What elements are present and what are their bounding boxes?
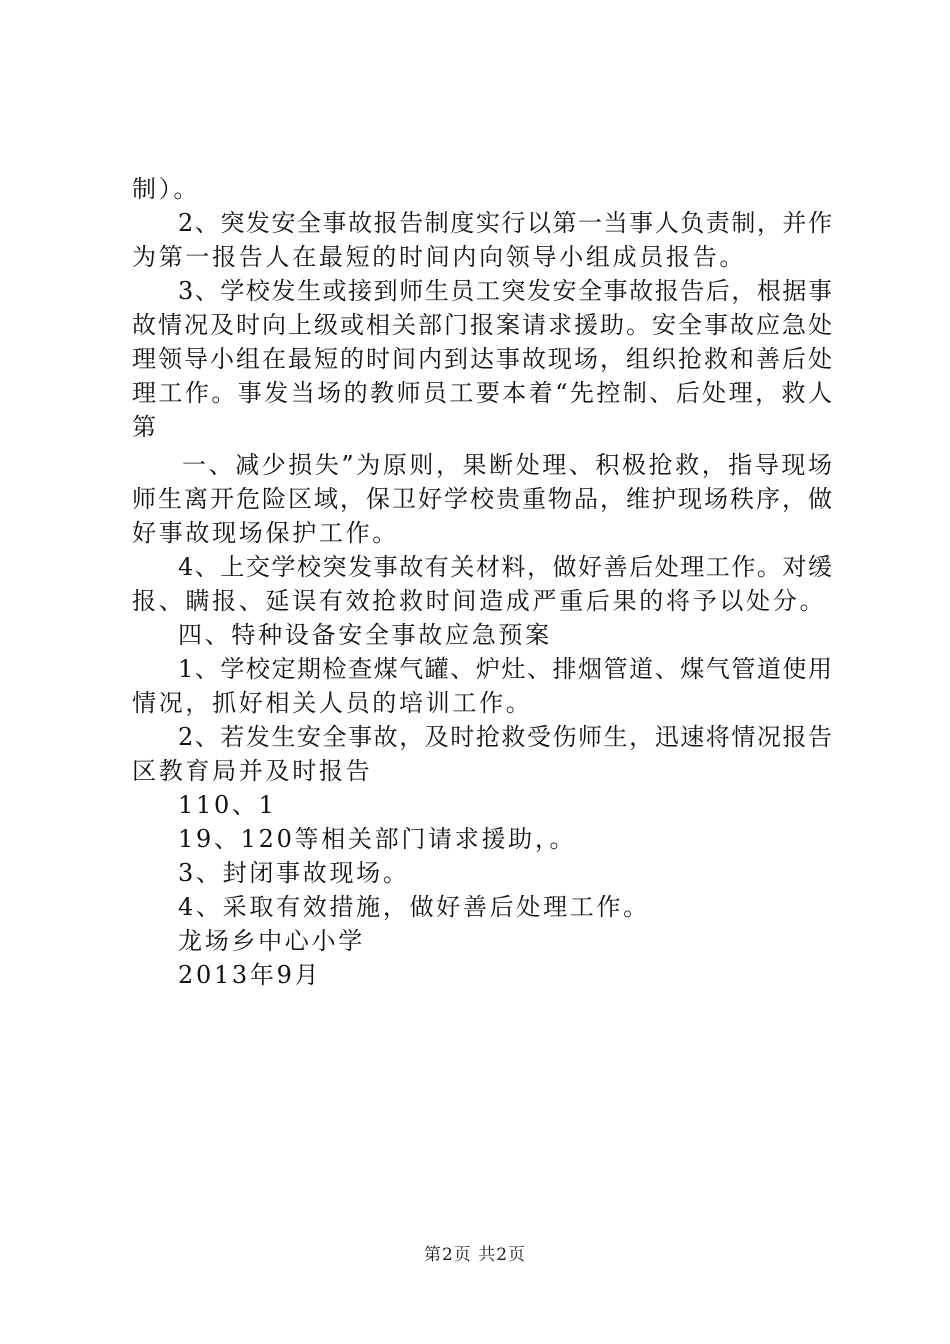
body-text xyxy=(132,172,832,992)
text-line: 一、减少损失”为原则，果断处理、积极抢救，指导现场 xyxy=(182,451,832,479)
text-line: 2、若发生安全事故，及时抢救受伤师生，迅速将情况报告 xyxy=(178,723,832,751)
text-line: 理工作。事发当场的教师员工要本着“先控制、后处理，救人 xyxy=(132,379,832,407)
signature-organization: 龙场乡中心小学 xyxy=(178,927,365,955)
text-line: 110、1 xyxy=(178,791,277,819)
text-line: 情况，抓好相关人员的培训工作。 xyxy=(132,689,533,717)
text-line: 1、学校定期检查煤气罐、炉灶、排烟管道、煤气管道使用 xyxy=(178,655,832,683)
text-line: 第 xyxy=(132,413,159,441)
page-footer: 第2页 共2页 xyxy=(423,1245,527,1265)
signature-date: 2013年9月 xyxy=(178,961,322,989)
text-line: 师生离开危险区域，保卫好学校贵重物品，维护现场秩序，做 xyxy=(132,485,832,513)
text-line: 为第一报告人在最短的时间内向领导小组成员报告。 xyxy=(132,243,747,271)
text-line: 3、学校发生或接到师生员工突发安全事故报告后，根据事 xyxy=(178,277,832,305)
text-line: 4、上交学校突发事故有关材料，做好善后处理工作。对缓 xyxy=(178,553,832,581)
text-line: 区教育局并及时报告 xyxy=(132,757,373,785)
text-line: 理领导小组在最短的时间内到达事故现场，组织抢救和善后处 xyxy=(132,345,832,373)
text-line: 好事故现场保护工作。 xyxy=(132,519,399,547)
text-line: 2、突发安全事故报告制度实行以第一当事人负责制，并作 xyxy=(178,209,832,237)
text-line: 四、特种设备安全事故应急预案 xyxy=(178,621,552,649)
text-line: 故情况及时向上级或相关部门报案请求援助。安全事故应急处 xyxy=(132,311,832,339)
text-line: 3、封闭事故现场。 xyxy=(178,859,410,887)
text-line: 报、瞒报、延误有效抢救时间造成严重后果的将予以处分。 xyxy=(132,587,827,615)
text-line: 4、采取有效措施，做好善后处理工作。 xyxy=(178,893,650,921)
text-line: 制）。 xyxy=(132,175,201,203)
text-line: 19、120等相关部门请求援助，。 xyxy=(178,825,577,853)
